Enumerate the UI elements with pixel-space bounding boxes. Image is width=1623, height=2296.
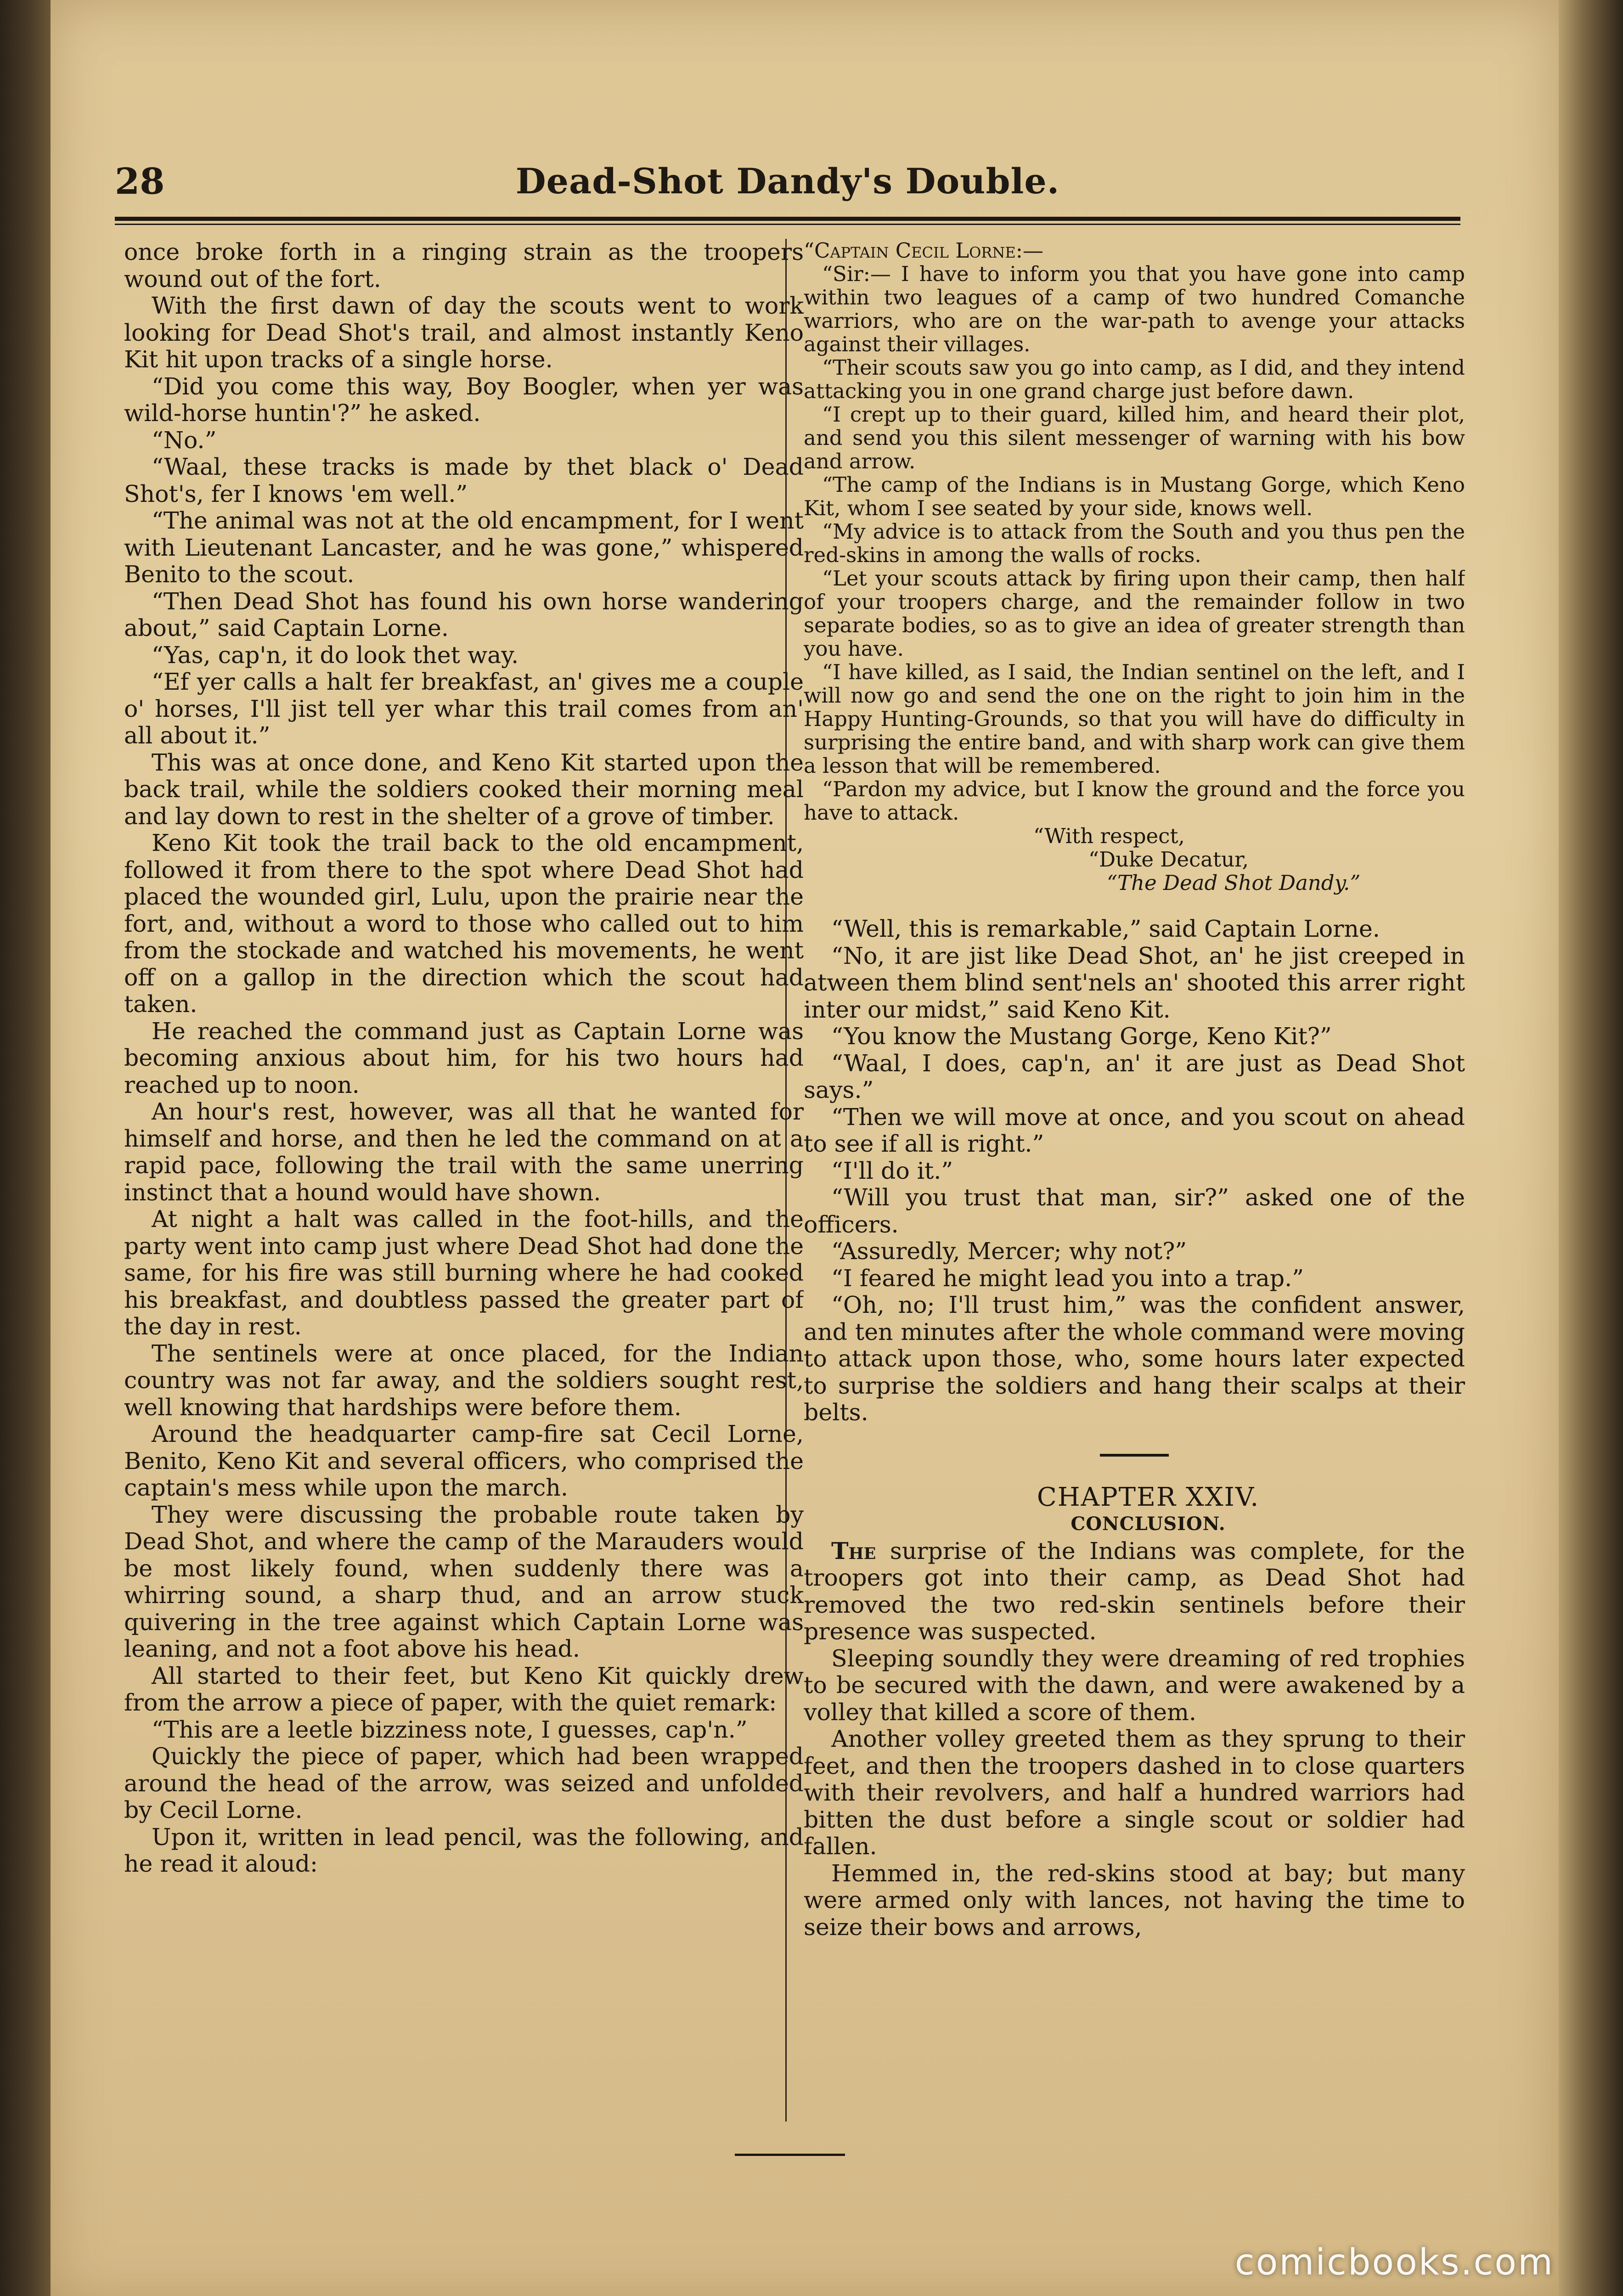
paragraph: Sleeping soundly they were dreaming of red trophies to be secured with the dawn, and were awakened by a volley that killed a score of them. [804,1644,1465,1726]
paragraph: The sentinels were at once placed, for the Indian country was not far away, and the soldiers sought rest, well knowing that hardships were before them. [124,1339,804,1421]
paragraph: “Assuredly, Mercer; why not?” [831,1238,1187,1265]
running-title: Dead-Shot Dandy's Double. [515,161,1060,202]
paragraph: All started to their feet, but Keno Kit quickly drew from the arrow a piece of paper, with the quiet remark: [124,1662,804,1716]
letter-paragraph: “The camp of the Indians is in Mustang Gorge, which Keno Kit, whom I see seated by your side, knows well. [804,473,1465,520]
letter-paragraph: “Pardon my advice, but I know the ground and the force you have to attack. [804,777,1465,825]
paragraph: “Oh, no; I'll trust him,” was the confident answer, and ten minutes after the whole command were moving to attack upon those, who, some hours later expected to surprise the soldiers and hang their scalps at their belts. [804,1291,1465,1426]
page-header [115,152,1460,220]
paragraph: He reached the command just as Captain Lorne was becoming anxious about him, for his two hours had reached up to noon. [124,1017,804,1098]
paragraph: With the first dawn of day the scouts went to work looking for Dead Shot's trail, and almost instantly Keno Kit hit upon tracks of a single horse. [124,292,804,373]
letter [804,239,1465,895]
chapter-first-paragraph-text: surprise of the Indians was complete, for the troopers got into their camp, as Dead Shot had removed the two red-skin sentinels before their presence was suspected. [804,1537,1465,1645]
paragraph: “No, it are jist like Dead Shot, an' he jist creeped in atween them blind sent'nels an' shooted this arrer right inter our midst,” said Keno Kit. [804,942,1465,1023]
letter-signature-title: “The Dead Shot Dandy.” [1107,871,1361,895]
section-break-rule [1100,1454,1169,1457]
letter-paragraph: “I crept up to their guard, killed him, and heard their plot, and send you this silent messenger of warning with his bow and arrow. [804,402,1465,473]
spacer [804,895,1465,916]
paragraph: “You know the Mustang Gorge, Keno Kit?” [831,1023,1332,1050]
paragraph: “The animal was not at the old encampment, for I went with Lieutenant Lancaster, and he was gone,” whispered Benito to the scout. [124,507,804,588]
page-number: 28 [115,161,165,203]
letter-signature: “Duke Decatur, [1088,847,1249,872]
paragraph: Quickly the piece of paper, which had been wrapped around the head of the arrow, was seized and unfolded by Cecil Lorne. [124,1743,804,1823]
paragraph: They were discussing the probable route taken by Dead Shot, and where the camp of the Marauders would be most likely found, when suddenly there was a whirring sound, a sharp thud, and an arrow stuck quivering in the tree against which Captain Lorne was leaning, and not a foot above his head. [124,1501,804,1662]
paragraph: “Waal, these tracks is made by thet black o' Dead Shot's, fer I knows 'em well.” [124,453,804,507]
paragraph: “No.” [152,426,217,454]
letter-closing: “With respect, [1033,824,1185,848]
right-column [804,239,1465,2158]
paragraph: Another volley greeted them as they sprung to their feet, and then the troopers dashed in to close quarters with their revolvers, and half a hundred warriors had bitten the dust before a single scout or soldier had fallen. [804,1725,1465,1860]
paragraph: Around the headquarter camp-fire sat Cecil Lorne, Benito, Keno Kit and several officers, who comprised the captain's mess while upon the march. [124,1420,804,1501]
header-rule [115,217,1460,225]
watermark: comicbooks.com [1234,2242,1554,2283]
paragraph: “Well, this is remarkable,” said Captain Lorne. [831,915,1380,942]
paragraph: Upon it, written in lead pencil, was the following, and he read it aloud: [124,1823,804,1877]
paragraph: once broke forth in a ringing strain as the troopers wound out of the fort. [124,239,804,293]
paragraph: “Then Dead Shot has found his own horse wandering about,” said Captain Lorne. [124,587,804,642]
letter-paragraph: “My advice is to attack from the South and you thus pen the red-skins in among the walls of rocks. [804,519,1465,567]
chapter-first-paragraph [804,1538,1465,1645]
letter-paragraph: “Their scouts saw you go into camp, as I did, and they intend attacking you in one grand charge just before dawn. [804,355,1465,403]
paragraph: “Ef yer calls a halt fer breakfast, an' gives me a couple o' horses, I'll jist tell yer whar this trail comes from an' all about it.” [124,668,804,749]
letter-paragraph: “I have killed, as I said, the Indian sentinel on the left, and I will now go and send the one on the right to join him in the Happy Hunting-Grounds, so that you will have do difficulty in surprising the entire band, and with sharp work can give them a lesson that will be remembered. [804,660,1465,778]
bottom-ornament-rule [735,2154,845,2156]
paragraph: Keno Kit took the trail back to the old encampment, followed it from there to the spot where Dead Shot had placed the wounded girl, Lulu, upon the prairie near the fort, and, without a word to those who called out to him from the stockade and watched his movements, he went off on a gallop in the direction which the scout had taken. [124,829,804,1018]
letter-paragraph: “Sir:— I have to inform you that you have gone into camp within two leagues of a camp of two hundred Comanche warriors, who are on the war-path to avenge your attacks against their villages. [804,262,1465,356]
paragraph: “Did you come this way, Boy Boogler, when yer was wild-horse huntin'?” he asked. [124,372,804,427]
letter-salutation: “Captain Cecil Lorne:— [804,239,1043,263]
chapter-subtitle: CONCLUSION. [1071,1513,1226,1535]
scan-edge-right [1559,0,1623,2296]
paragraph: At night a halt was called in the foot-hills, and the party went into camp just where Dead Shot had done the same, for his fire was still burning where he had cooked his breakfast, and doubtless passed the greater part of the day in rest. [124,1205,804,1340]
paragraph: An hour's rest, however, was all that he wanted for himself and horse, and then he led the command on at a rapid pace, following the trail with the same unerring instinct that a hound would have shown. [124,1098,804,1206]
paragraph: “I'll do it.” [831,1157,953,1184]
paragraph: “This are a leetle bizziness note, I guesses, cap'n.” [152,1716,748,1743]
paragraph: Hemmed in, the red-skins stood at bay; but many were armed only with lances, not having the time to seize their bows and arrows, [804,1859,1465,1941]
chapter-title: CHAPTER XXIV. [1037,1482,1260,1512]
paragraph: “Then we will move at once, and you scout on ahead to see if all is right.” [804,1103,1465,1157]
paragraph: “I feared he might lead you into a trap.” [831,1264,1304,1292]
paragraph: This was at once done, and Keno Kit started upon the back trail, while the soldiers cooked their morning meal and lay down to rest in the shelter of a grove of timber. [124,748,804,830]
left-column [124,239,804,2158]
scan-edge-left [0,0,51,2296]
paragraph: “Yas, cap'n, it do look thet way. [152,641,519,669]
paragraph: “Waal, I does, cap'n, an' it are just as Dead Shot says.” [804,1049,1465,1103]
paragraph: “Will you trust that man, sir?” asked one of the officers. [804,1184,1465,1238]
chapter-lead-word: The [831,1537,876,1564]
letter-paragraph: “Let your scouts attack by firing upon their camp, then half of your troopers charge, and the remainder follow in two separate bodies, so as to give an idea of greater strength than you have. [804,566,1465,661]
